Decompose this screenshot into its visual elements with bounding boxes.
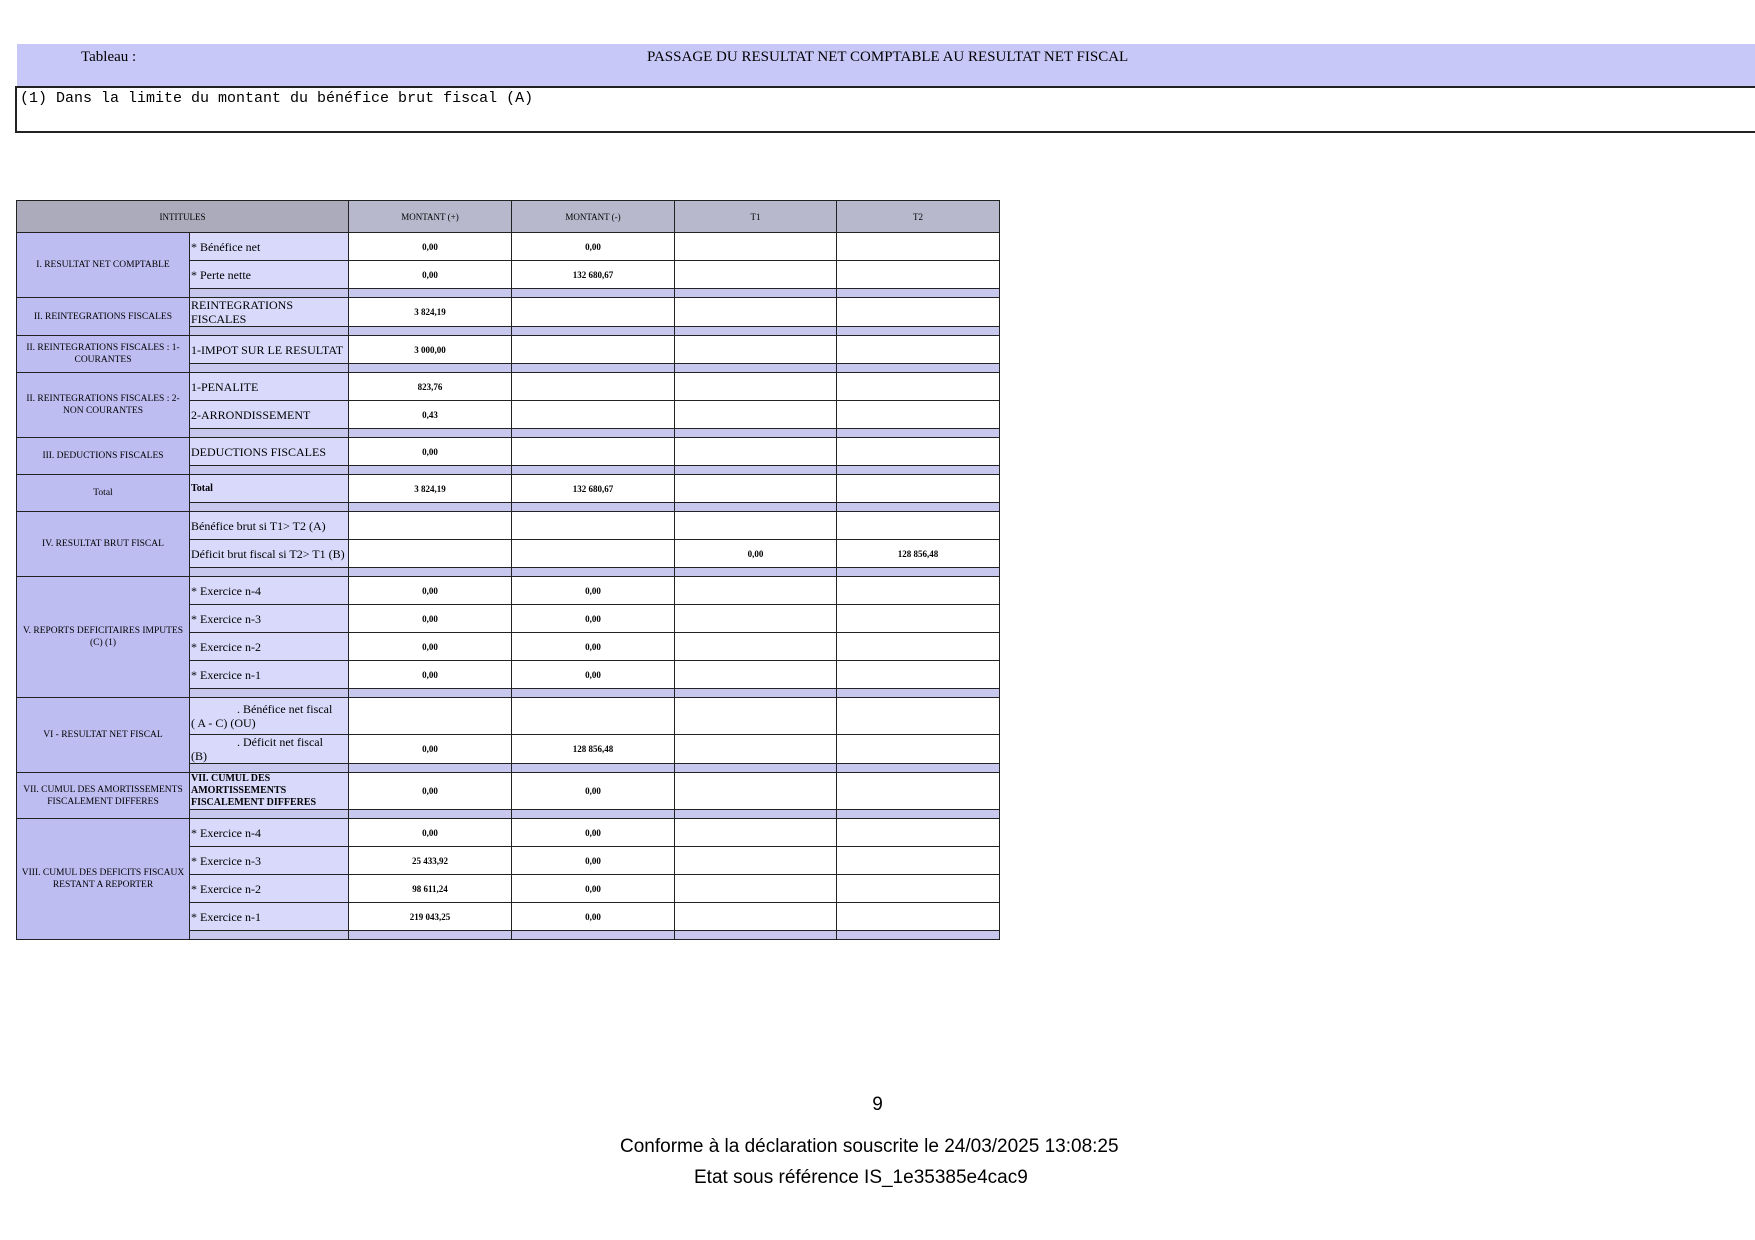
table-title-band [17, 44, 1755, 86]
cell-montant-minus: 0,00 [512, 847, 675, 875]
row-label: * Exercice n-4 [190, 819, 349, 847]
cell-montant-plus: 0,00 [349, 438, 512, 466]
cell-montant-plus [349, 512, 512, 540]
cell-montant-plus: 25 433,92 [349, 847, 512, 875]
cell-t2 [837, 735, 1000, 764]
section-label: II. REINTEGRATIONS FISCALES [17, 298, 190, 336]
cell-montant-plus: 0,00 [349, 261, 512, 289]
cell-montant-minus [512, 336, 675, 364]
conformity-statement: Conforme à la déclaration souscrite le 24/03/2025 13:08:25 [620, 1136, 1119, 1157]
section-label: II. REINTEGRATIONS FISCALES : 1-COURANTES [17, 336, 190, 373]
note-text: (1) Dans la limite du montant du bénéfice brut fiscal (A) [20, 90, 534, 107]
cell-t2 [837, 661, 1000, 689]
cell-t2 [837, 298, 1000, 327]
cell-t2 [837, 373, 1000, 401]
cell-montant-minus: 128 856,48 [512, 735, 675, 764]
table-row [17, 577, 1000, 605]
cell-montant-plus [349, 540, 512, 568]
table-row [17, 336, 1000, 364]
cell-montant-minus: 132 680,67 [512, 475, 675, 503]
row-label: REINTEGRATIONS FISCALES [190, 298, 349, 327]
cell-montant-minus [512, 373, 675, 401]
cell-t1 [675, 512, 837, 540]
row-label: VII. CUMUL DES AMORTISSEMENTS FISCALEMENT DIFFERES [190, 773, 349, 810]
table-header-row [17, 201, 1000, 233]
cell-montant-plus: 0,00 [349, 605, 512, 633]
cell-montant-minus: 0,00 [512, 633, 675, 661]
cell-montant-plus: 0,00 [349, 661, 512, 689]
section-label: VII. CUMUL DES AMORTISSEMENTS FISCALEMENT DIFFERES [17, 773, 190, 819]
section-label: I. RESULTAT NET COMPTABLE [17, 233, 190, 298]
row-label: * Bénéfice net [190, 233, 349, 261]
cell-t1 [675, 336, 837, 364]
row-label [190, 698, 349, 735]
cell-t2 [837, 512, 1000, 540]
cell-t2 [837, 903, 1000, 931]
cell-montant-plus: 0,00 [349, 233, 512, 261]
row-label: 1-IMPOT SUR LE RESULTAT [190, 336, 349, 364]
row-label: * Exercice n-1 [190, 903, 349, 931]
cell-t1 [675, 605, 837, 633]
cell-montant-minus [512, 540, 675, 568]
cell-t2: 128 856,48 [837, 540, 1000, 568]
cell-montant-minus: 0,00 [512, 577, 675, 605]
table-row [17, 698, 1000, 735]
row-label-line2: (B) [191, 749, 207, 763]
cell-t1 [675, 475, 837, 503]
cell-montant-minus: 132 680,67 [512, 261, 675, 289]
cell-t2 [837, 819, 1000, 847]
table-row [17, 773, 1000, 810]
cell-t1 [675, 903, 837, 931]
table-row [17, 475, 1000, 503]
page-number: 9 [872, 1094, 883, 1115]
cell-montant-minus: 0,00 [512, 661, 675, 689]
cell-t2 [837, 875, 1000, 903]
cell-montant-minus [512, 438, 675, 466]
cell-t1 [675, 698, 837, 735]
cell-t2 [837, 698, 1000, 735]
column-header-t2: T2 [837, 201, 1000, 233]
cell-t2 [837, 773, 1000, 810]
table-title: PASSAGE DU RESULTAT NET COMPTABLE AU RESULTAT NET FISCAL [647, 49, 1129, 65]
column-header-t1: T1 [675, 201, 837, 233]
row-label: * Exercice n-2 [190, 875, 349, 903]
cell-t2 [837, 401, 1000, 429]
section-label: IV. RESULTAT BRUT FISCAL [17, 512, 190, 577]
cell-montant-minus: 0,00 [512, 819, 675, 847]
cell-t2 [837, 633, 1000, 661]
cell-montant-minus [512, 512, 675, 540]
cell-t1 [675, 661, 837, 689]
section-label: II. REINTEGRATIONS FISCALES : 2-NON COURANTES [17, 373, 190, 438]
row-label: * Exercice n-1 [190, 661, 349, 689]
row-label: * Exercice n-3 [190, 847, 349, 875]
cell-montant-plus: 0,00 [349, 577, 512, 605]
cell-t1 [675, 261, 837, 289]
cell-t1 [675, 773, 837, 810]
cell-t1 [675, 847, 837, 875]
table-row [17, 373, 1000, 401]
row-label: * Perte nette [190, 261, 349, 289]
note-box [15, 86, 1755, 133]
cell-t1 [675, 233, 837, 261]
cell-montant-plus [349, 698, 512, 735]
cell-t2 [837, 475, 1000, 503]
section-label: III. DEDUCTIONS FISCALES [17, 438, 190, 475]
column-header-montant-plus: MONTANT (+) [349, 201, 512, 233]
section-label: VIII. CUMUL DES DEFICITS FISCAUX RESTANT A REPORTER [17, 819, 190, 940]
cell-montant-minus: 0,00 [512, 233, 675, 261]
row-label: DEDUCTIONS FISCALES [190, 438, 349, 466]
row-label: 1-PENALITE [190, 373, 349, 401]
row-label [190, 735, 349, 764]
row-label: Déficit brut fiscal si T2> T1 (B) [190, 540, 349, 568]
cell-t2 [837, 261, 1000, 289]
column-header-montant-minus: MONTANT (-) [512, 201, 675, 233]
cell-montant-minus: 0,00 [512, 605, 675, 633]
cell-t1 [675, 875, 837, 903]
cell-montant-plus: 0,00 [349, 773, 512, 810]
cell-t1 [675, 298, 837, 327]
cell-montant-minus [512, 401, 675, 429]
cell-t2 [837, 233, 1000, 261]
table-row [17, 298, 1000, 327]
cell-montant-minus [512, 698, 675, 735]
cell-t1 [675, 577, 837, 605]
cell-t1: 0,00 [675, 540, 837, 568]
column-header-intitules: INTITULES [17, 201, 349, 233]
cell-montant-plus: 0,00 [349, 633, 512, 661]
cell-t1 [675, 401, 837, 429]
row-label: * Exercice n-3 [190, 605, 349, 633]
table-label: Tableau : [81, 49, 137, 65]
row-label: * Exercice n-2 [190, 633, 349, 661]
cell-t2 [837, 605, 1000, 633]
cell-t1 [675, 819, 837, 847]
cell-montant-minus: 0,00 [512, 875, 675, 903]
row-label: * Exercice n-4 [190, 577, 349, 605]
cell-t2 [837, 438, 1000, 466]
cell-montant-plus: 0,00 [349, 735, 512, 764]
row-label-line1: . Déficit net fiscal [237, 735, 323, 749]
cell-montant-plus: 3 824,19 [349, 475, 512, 503]
table-row [17, 512, 1000, 540]
cell-montant-minus: 0,00 [512, 903, 675, 931]
table-row [17, 233, 1000, 261]
table-row [17, 438, 1000, 466]
cell-t1 [675, 633, 837, 661]
cell-montant-plus: 823,76 [349, 373, 512, 401]
section-label: Total [17, 475, 190, 512]
cell-montant-plus: 0,00 [349, 819, 512, 847]
cell-t2 [837, 336, 1000, 364]
cell-t1 [675, 438, 837, 466]
row-label: Bénéfice brut si T1> T2 (A) [190, 512, 349, 540]
row-label: 2-ARRONDISSEMENT [190, 401, 349, 429]
fiscal-result-table [16, 200, 1000, 940]
section-label: VI - RESULTAT NET FISCAL [17, 698, 190, 773]
cell-montant-plus: 0,43 [349, 401, 512, 429]
cell-montant-plus: 98 611,24 [349, 875, 512, 903]
cell-montant-minus [512, 298, 675, 327]
cell-t2 [837, 847, 1000, 875]
row-label-line2: ( A - C) (OU) [191, 716, 256, 730]
cell-montant-plus: 3 824,19 [349, 298, 512, 327]
cell-t2 [837, 577, 1000, 605]
reference-statement: Etat sous référence IS_1e35385e4cac9 [694, 1167, 1028, 1188]
table-row [17, 819, 1000, 847]
cell-t1 [675, 735, 837, 764]
cell-montant-minus: 0,00 [512, 773, 675, 810]
cell-montant-plus: 3 000,00 [349, 336, 512, 364]
cell-montant-plus: 219 043,25 [349, 903, 512, 931]
row-label: Total [190, 475, 349, 503]
cell-t1 [675, 373, 837, 401]
section-label: V. REPORTS DEFICITAIRES IMPUTES (C) (1) [17, 577, 190, 698]
row-label-line1: . Bénéfice net fiscal [237, 702, 333, 716]
